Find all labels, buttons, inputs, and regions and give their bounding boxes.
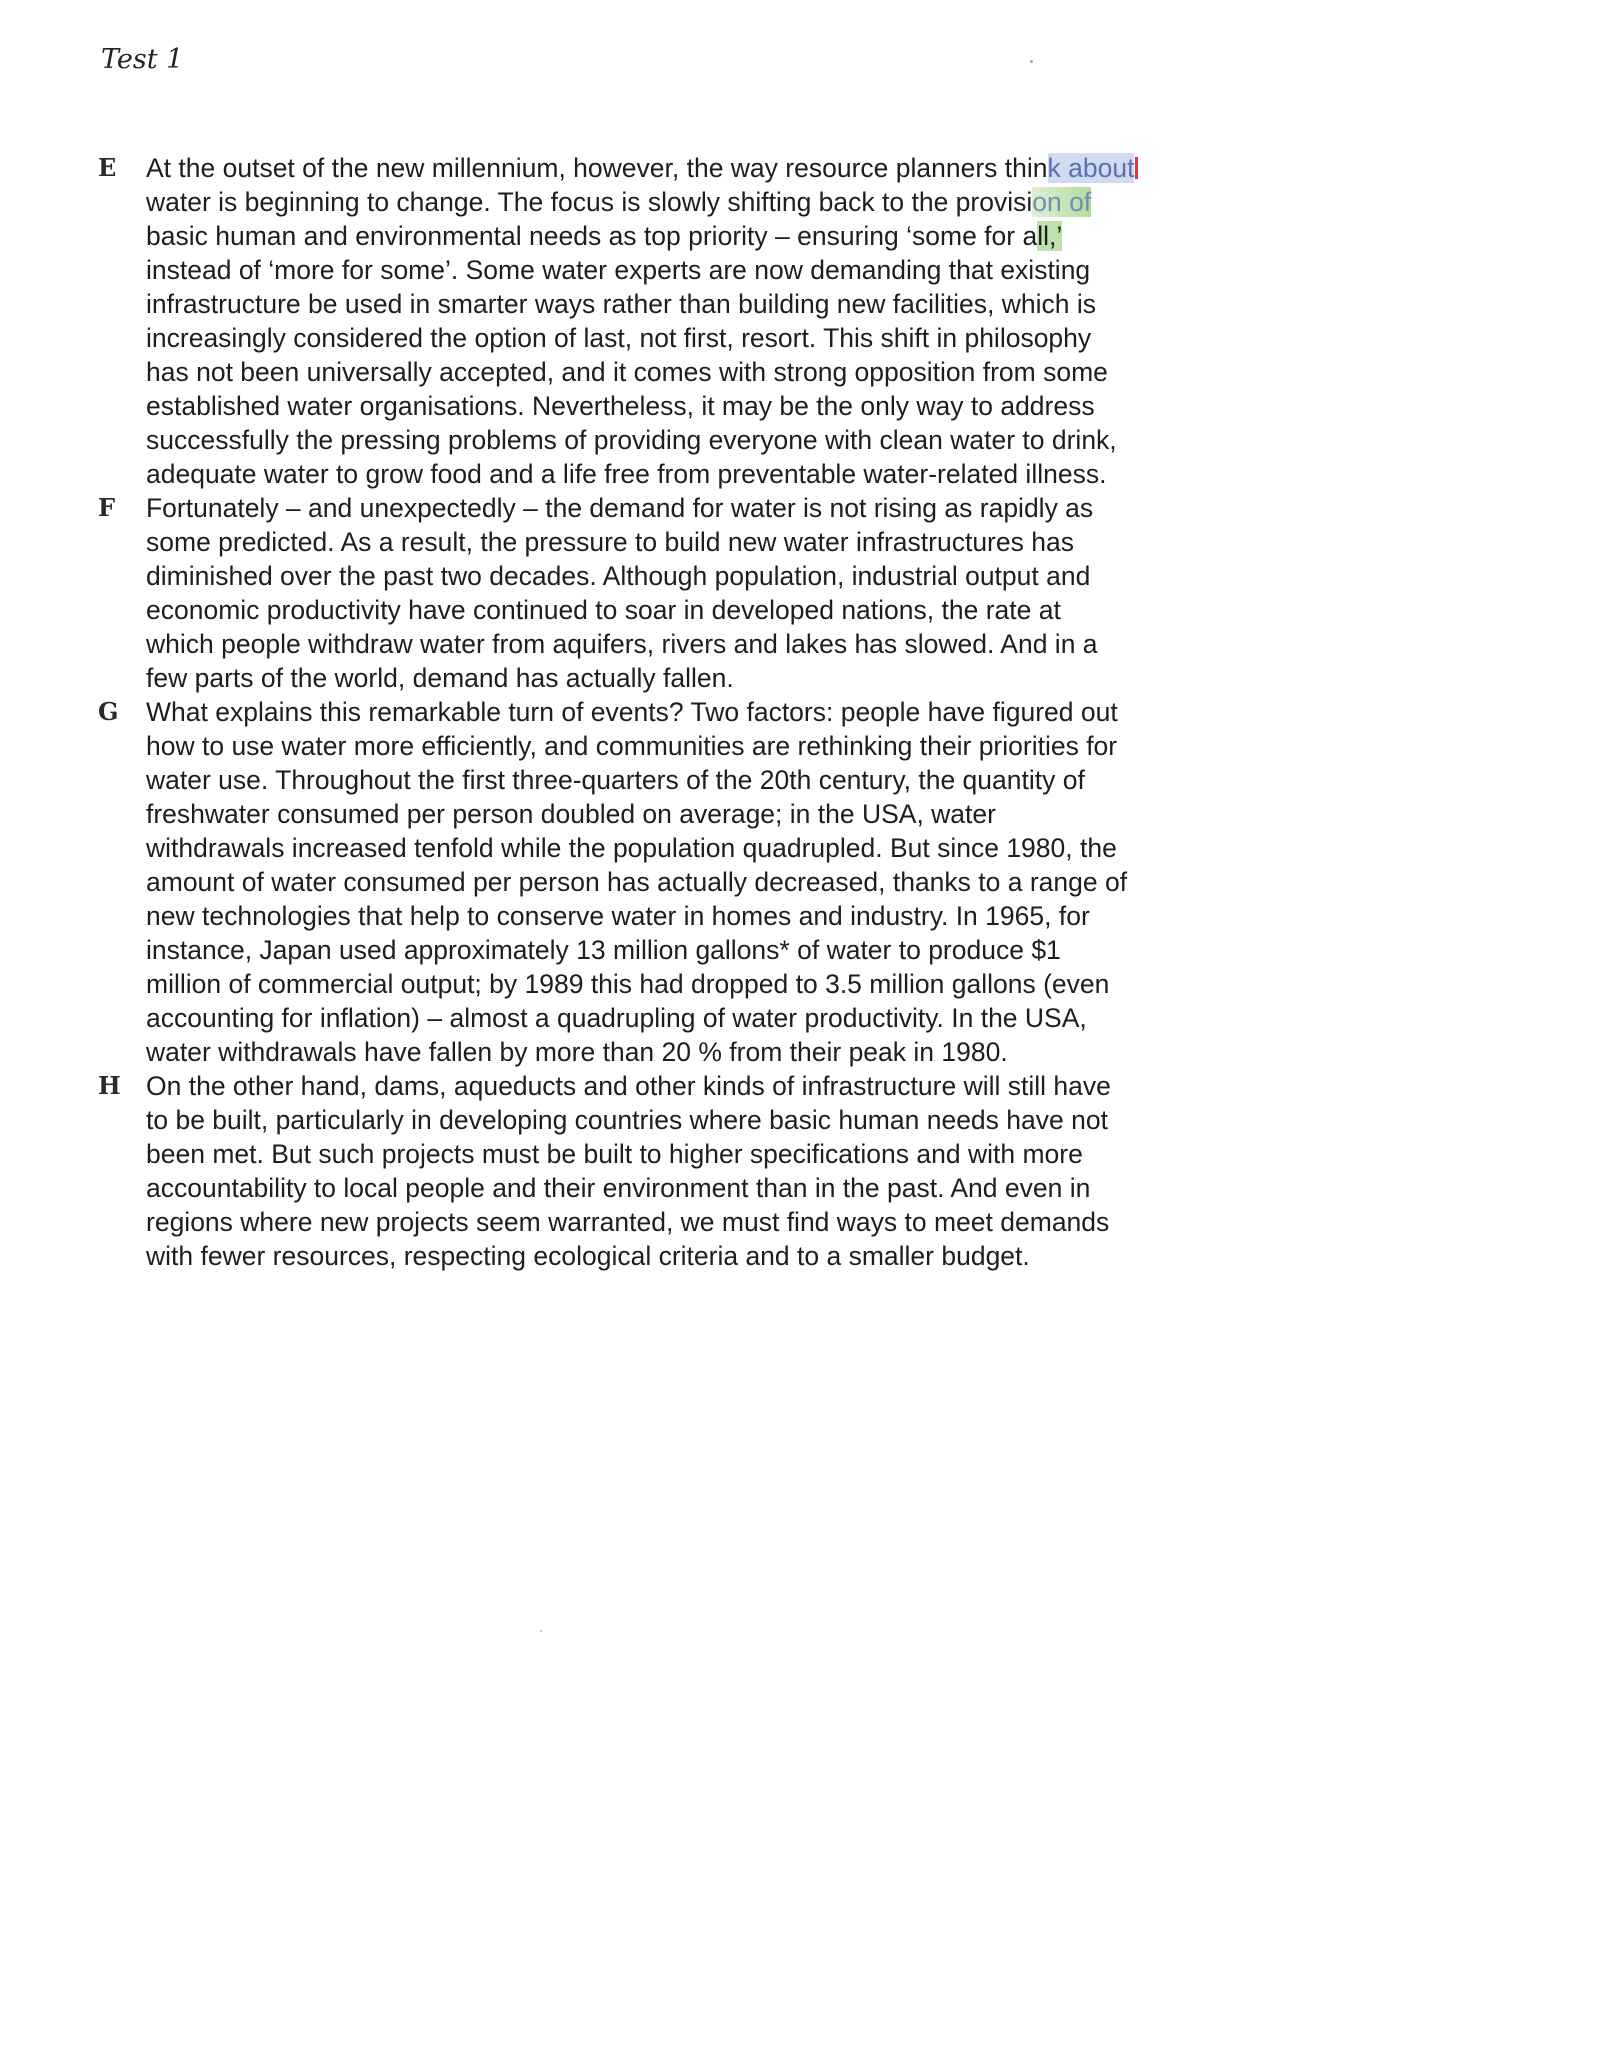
text-line: instead of ‘more for some’. Some water experts are now demanding that existing — [146, 255, 1091, 285]
text-line: which people withdraw water from aquifers, rivers and lakes has slowed. And in a — [146, 629, 1098, 659]
text-line: instance, Japan used approximately 13 million gallons* of water to produce $1 — [146, 935, 1061, 965]
paragraph-letter: F — [98, 493, 116, 522]
text-line: diminished over the past two decades. Although population, industrial output and — [146, 561, 1091, 591]
page-header: Test 1 — [101, 44, 184, 75]
text-line: few parts of the world, demand has actually fallen. — [146, 663, 734, 693]
text-line: established water organisations. Nevertheless, it may be the only way to address — [146, 391, 1095, 421]
text-line: infrastructure be used in smarter ways rather than building new facilities, which is — [146, 289, 1097, 319]
text-line: Fortunately – and unexpectedly – the demand for water is not rising as rapidly as — [146, 493, 1094, 523]
text-line: some predicted. As a result, the pressure to build new water infrastructures has — [146, 527, 1074, 557]
text-line: economic productivity have continued to soar in developed nations, the rate at — [146, 595, 1061, 625]
text-line: has not been universally accepted, and it comes with strong opposition from some — [146, 357, 1108, 387]
highlighted-text: k about — [1047, 153, 1135, 183]
paragraph-e — [98, 151, 1238, 491]
text-line: adequate water to grow food and a life free from preventable water-related illness. — [146, 459, 1107, 489]
text-line: water is beginning to change. The focus is slowly shifting back to the provision of — [146, 187, 1092, 217]
scan-smudge — [540, 1630, 542, 1632]
text-line: water withdrawals have fallen by more than 20 % from their peak in 1980. — [146, 1037, 1008, 1067]
paragraph-letter: G — [98, 697, 119, 726]
text-line: been met. But such projects must be built to higher specifications and with more — [146, 1139, 1083, 1169]
text-line: At the outset of the new millennium, however, the way resource planners think about — [146, 151, 1238, 185]
text-line: On the other hand, dams, aqueducts and other kinds of infrastructure will still have — [146, 1071, 1111, 1101]
text-line: to be built, particularly in developing countries where basic human needs have not — [146, 1105, 1108, 1135]
paragraph-h — [98, 1069, 1238, 1273]
text-line: with fewer resources, respecting ecological criteria and to a smaller budget. — [146, 1241, 1030, 1271]
text-line: million of commercial output; by 1989 this had dropped to 3.5 million gallons (even — [146, 969, 1110, 999]
text-line: new technologies that help to conserve water in homes and industry. In 1965, for — [146, 901, 1090, 931]
highlighted-text: on of — [1032, 187, 1092, 217]
paragraph-letter: H — [98, 1071, 121, 1100]
text-line: increasingly considered the option of last, not first, resort. This shift in philosophy — [146, 323, 1092, 353]
text-line: amount of water consumed per person has actually decreased, thanks to a range of — [146, 867, 1128, 897]
text-line: regions where new projects seem warranted, we must find ways to meet demands — [146, 1207, 1110, 1237]
text-line: water use. Throughout the first three-quarters of the 20th century, the quantity of — [146, 765, 1085, 795]
text-line: basic human and environmental needs as top priority – ensuring ‘some for all,’ — [146, 221, 1063, 251]
text-line: What explains this remarkable turn of events? Two factors: people have figured out — [146, 697, 1118, 727]
highlighted-text: ll,’ — [1037, 221, 1063, 251]
text-line: accountability to local people and their environment than in the past. And even in — [146, 1173, 1091, 1203]
paragraph-letter: E — [98, 153, 117, 182]
text-line: accounting for inflation) – almost a quadrupling of water productivity. In the USA, — [146, 1003, 1087, 1033]
paragraph-f — [98, 491, 1238, 695]
text-line: successfully the pressing problems of providing everyone with clean water to drink, — [146, 425, 1117, 455]
paragraph-g — [98, 695, 1238, 1069]
text-line: freshwater consumed per person doubled on average; in the USA, water — [146, 799, 996, 829]
article-body — [98, 151, 1238, 1273]
text-line: how to use water more efficiently, and communities are rethinking their priorities for — [146, 731, 1118, 761]
annotation-mark — [1135, 157, 1138, 179]
text-line: withdrawals increased tenfold while the population quadrupled. But since 1980, the — [146, 833, 1117, 863]
scan-smudge — [1030, 60, 1033, 63]
